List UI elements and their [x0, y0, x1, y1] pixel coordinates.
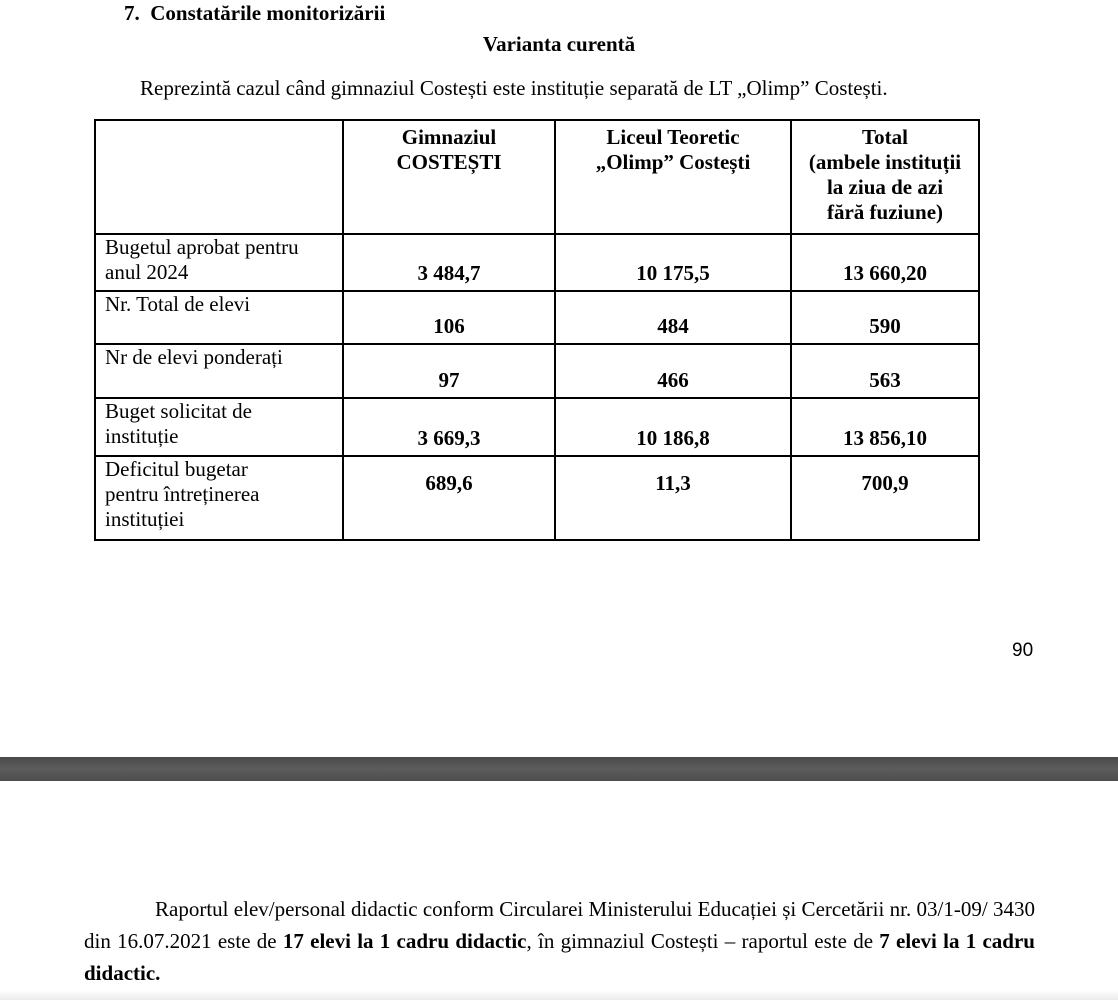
cell-liceul: 10 186,8 — [555, 398, 791, 456]
table-row — [95, 344, 979, 398]
table-row — [95, 291, 979, 344]
cell-liceul: 484 — [555, 291, 791, 344]
row-label: Buget solicitat de instituție — [95, 398, 343, 456]
budget-table — [94, 119, 980, 541]
page-separator — [0, 757, 1118, 781]
section-number: 7. — [124, 1, 140, 25]
row-label: Nr de elevi ponderați — [95, 344, 343, 398]
cell-gimnaziul: 689,6 — [343, 456, 555, 540]
row-label: Deficitul bugetar pentru întreținerea instituției — [95, 456, 343, 540]
variant-title: Varianta curentă — [482, 32, 636, 56]
section-heading — [124, 1, 385, 26]
table-row — [95, 456, 979, 540]
section-title: Constatările monitorizării — [150, 1, 386, 25]
cell-gimnaziul: 97 — [343, 344, 555, 398]
paragraph-indent — [84, 897, 155, 921]
cell-liceul: 466 — [555, 344, 791, 398]
cell-liceul: 11,3 — [555, 456, 791, 540]
cell-liceul: 10 175,5 — [555, 234, 791, 291]
cell-gimnaziul: 3 669,3 — [343, 398, 555, 456]
row-label: Bugetul aprobat pentru anul 2024 — [95, 234, 343, 291]
paragraph-bold-1: 17 elevi la 1 cadru didactic — [282, 929, 527, 953]
cell-total: 13 856,10 — [791, 398, 979, 456]
cell-total: 700,9 — [791, 456, 979, 540]
paragraph-text-2: , în gimnaziul Costești – raportul este de — [526, 929, 880, 953]
cell-total: 590 — [791, 291, 979, 344]
bottom-shade — [0, 990, 1118, 1000]
page-number: 90 — [1012, 640, 1034, 661]
cell-gimnaziul: 106 — [343, 291, 555, 344]
cell-total: 563 — [791, 344, 979, 398]
header-empty-cell — [95, 120, 343, 234]
paragraph-bold-2: 7 elevi la 1 cadru didactic. — [84, 929, 1035, 985]
row-label: Nr. Total de elevi — [95, 291, 343, 344]
header-liceul: Liceul Teoretic „Olimp” Costești — [555, 120, 791, 234]
paragraph-text-1: Raportul elev/personal didactic conform Circularei Ministerului Educației și Cercetării nr. 03/1-09/ 3430 din 16.07.2021 este de — [84, 897, 1035, 953]
table-row — [95, 398, 979, 456]
table-header-row — [95, 120, 979, 234]
header-gimnaziul: Gimnaziul COSTEȘTI — [343, 120, 555, 234]
cell-total: 13 660,20 — [791, 234, 979, 291]
cell-gimnaziul: 3 484,7 — [343, 234, 555, 291]
intro-text: Reprezintă cazul când gimnaziul Costești este instituție separată de LT „Olimp” Costești. — [140, 76, 888, 100]
table-row — [95, 234, 979, 291]
ratio-paragraph — [84, 893, 1035, 989]
header-total: Total (ambele instituții la ziua de azi fără fuziune) — [791, 120, 979, 234]
